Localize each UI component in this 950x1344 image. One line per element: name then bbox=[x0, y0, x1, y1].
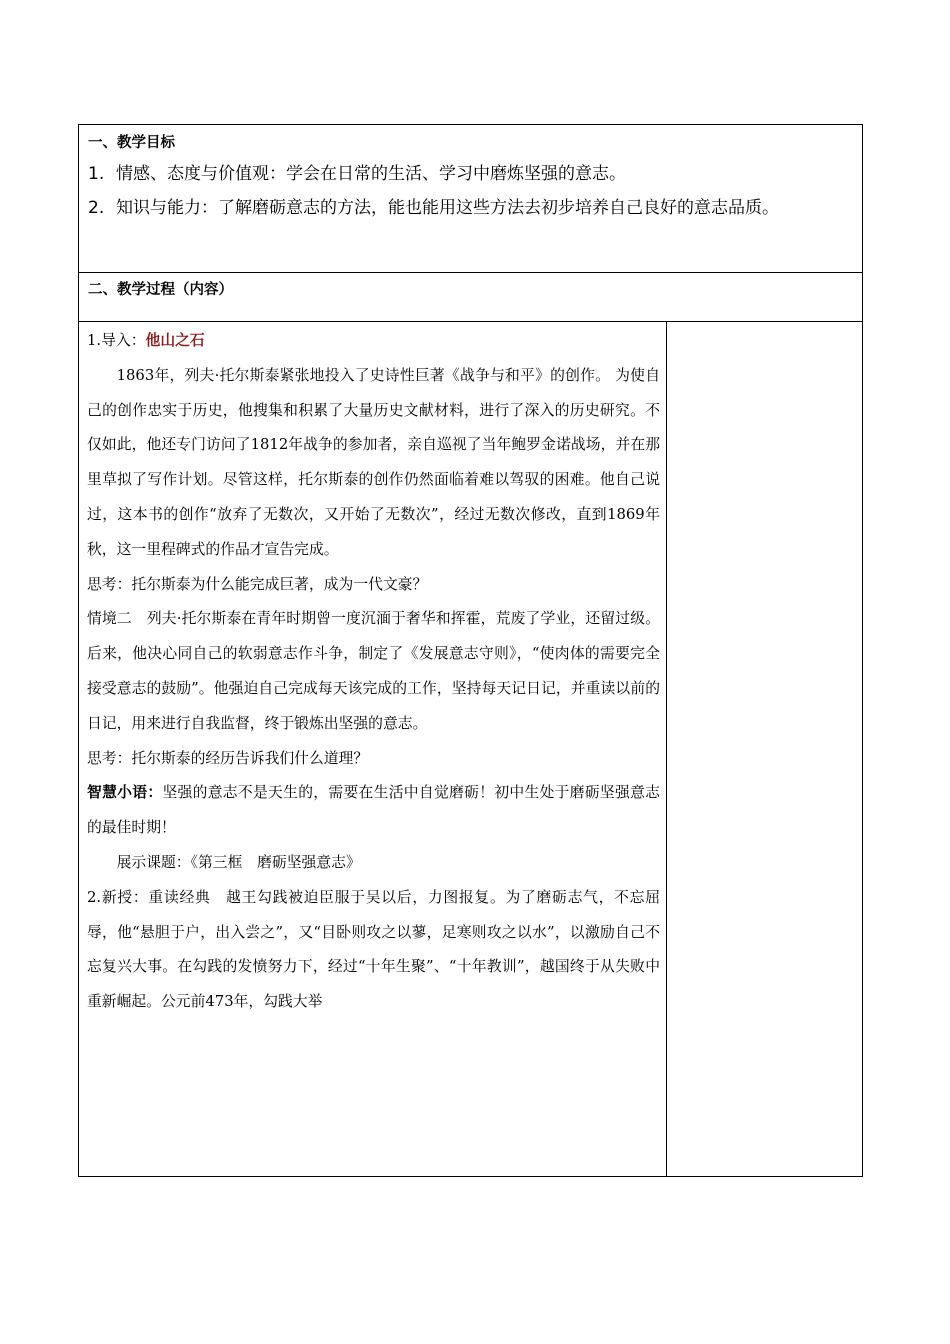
teaching-goals-cell bbox=[79, 125, 863, 273]
intro-title: 他山之石 bbox=[145, 332, 205, 349]
lesson-topic: 展示课题：《第三框 磨砺坚强意志》 bbox=[116, 853, 361, 871]
teaching-goals-row bbox=[79, 125, 863, 273]
section-title-process: 二、教学过程（内容） bbox=[88, 282, 233, 298]
think-question-2: 思考：托尔斯泰的经历告诉我们什么道理？ bbox=[87, 749, 369, 767]
goal-text: 情感、态度与价值观：学会在日常的生活、学习中磨炼坚强的意志。 bbox=[116, 164, 626, 184]
lesson-body bbox=[79, 322, 666, 1020]
wisdom-label: 智慧小语： bbox=[87, 784, 163, 802]
story-paragraph-1: 1863年，列夫·托尔斯泰紧张地投入了史诗性巨著《战争与和平》的创作。 为使自己的创作忠实于历史，他搜集和积累了大量历史文献材料，进行了深入的历史研究。不仅如此，他还专门访问了1812年战争的参加者，亲自巡视了当年鲍罗金诺战场，并在那里草拟了写作计划。尽管这样，托尔斯泰的创作仍然面临着难以驾驭的困难。他自己说过，这本书的创作“放弃了无数次，又开始了无数次”，经过无数次修改，直到1869年秋，这一里程碑式的作品才宣告完成。 bbox=[87, 366, 660, 558]
lesson-plan-table bbox=[78, 124, 863, 1177]
goal-number: 1. bbox=[88, 164, 105, 184]
teaching-process-header-cell bbox=[79, 273, 863, 322]
intro-line bbox=[87, 324, 660, 359]
wisdom-text: 坚强的意志不是天生的，需要在生活中自觉磨砺！初中生处于磨砺坚强意志的最佳时期！ bbox=[87, 784, 660, 837]
think-question-1: 思考：托尔斯泰为什么能完成巨著，成为一代文豪？ bbox=[87, 575, 428, 593]
lesson-content-cell bbox=[79, 322, 667, 1177]
new-lesson-paragraph: 2.新授：重读经典 越王勾践被迫臣服于吴以后，力图报复。为了磨砺志气，不忘屈辱，他“悬胆于户，出入尝之”，又“目卧则攻之以蓼，足寒则攻之以水”，以激励自己不忘复兴大事。在勾践的发愤努力下，经过“十年生聚”、“十年教训”，越国终于从失败中重新崛起。公元前473年，勾践大举 bbox=[87, 888, 660, 1011]
goal-item-2 bbox=[79, 191, 862, 225]
goal-item-1 bbox=[79, 157, 862, 191]
goal-text: 知识与能力：了解磨砺意志的方法，能也能用这些方法去初步培养自己良好的意志品质。 bbox=[116, 198, 779, 218]
story-paragraph-2: 情境二 列夫·托尔斯泰在青年时期曾一度沉湎于奢华和挥霍，荒废了学业，还留过级。后来，他决心同自己的软弱意志作斗争，制定了《发展意志守则》，“使肉体的需要完全接受意志的鼓励”。他强迫自己完成每天该完成的工作，坚持每天记日记，并重读以前的日记，用来进行自我监督，终于锻炼出坚强的意志。 bbox=[87, 610, 660, 732]
section-title-goals: 一、教学目标 bbox=[88, 135, 175, 151]
intro-label: 1.导入： bbox=[87, 332, 146, 349]
goal-number: 2. bbox=[88, 198, 105, 218]
notes-column-cell bbox=[667, 322, 863, 1177]
wisdom-paragraph bbox=[87, 776, 660, 846]
lesson-content-row bbox=[79, 322, 863, 1177]
teaching-process-header-row bbox=[79, 273, 863, 322]
